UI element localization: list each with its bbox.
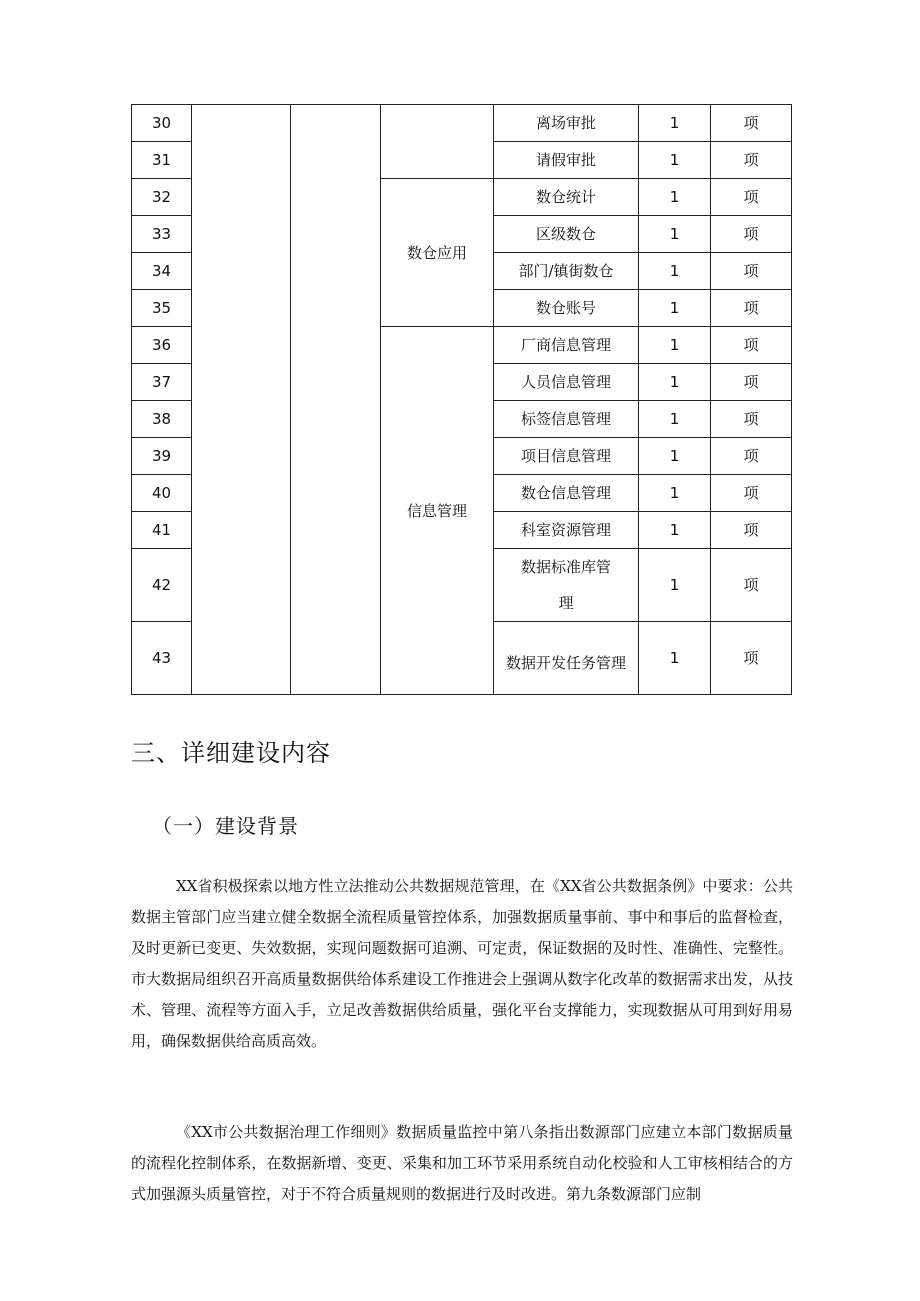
item-quantity: 1	[639, 290, 711, 327]
item-unit: 项	[711, 216, 792, 253]
item-quantity: 1	[639, 475, 711, 512]
item-unit: 项	[711, 253, 792, 290]
item-unit: 项	[711, 475, 792, 512]
subsection-heading: （一）建设背景	[152, 814, 299, 838]
row-number: 35	[132, 290, 192, 327]
item-name: 数据开发任务管理	[494, 622, 639, 695]
item-quantity: 1	[639, 253, 711, 290]
row-number: 32	[132, 179, 192, 216]
group-info-management: 信息管理	[381, 327, 494, 695]
item-name: 厂商信息管理	[494, 327, 639, 364]
row-number: 42	[132, 549, 192, 622]
row-number: 38	[132, 401, 192, 438]
item-name: 科室资源管理	[494, 512, 639, 549]
item-name: 数据标准库管理	[494, 549, 639, 622]
item-unit: 项	[711, 512, 792, 549]
item-quantity: 1	[639, 364, 711, 401]
group-warehouse-app: 数仓应用	[381, 179, 494, 327]
item-name: 人员信息管理	[494, 364, 639, 401]
item-unit: 项	[711, 105, 792, 142]
item-quantity: 1	[639, 401, 711, 438]
merged-cell-category	[192, 105, 291, 695]
item-quantity: 1	[639, 216, 711, 253]
item-quantity: 1	[639, 327, 711, 364]
item-quantity: 1	[639, 105, 711, 142]
item-unit: 项	[711, 290, 792, 327]
item-quantity: 1	[639, 549, 711, 622]
row-number: 39	[132, 438, 192, 475]
item-name: 请假审批	[494, 142, 639, 179]
item-unit: 项	[711, 438, 792, 475]
row-number: 37	[132, 364, 192, 401]
row-number: 40	[132, 475, 192, 512]
item-unit: 项	[711, 179, 792, 216]
row-number: 41	[132, 512, 192, 549]
item-unit: 项	[711, 622, 792, 695]
row-number: 36	[132, 327, 192, 364]
item-name: 数仓账号	[494, 290, 639, 327]
item-quantity: 1	[639, 512, 711, 549]
item-unit: 项	[711, 364, 792, 401]
item-unit: 项	[711, 401, 792, 438]
row-number: 30	[132, 105, 192, 142]
item-name: 离场审批	[494, 105, 639, 142]
item-name: 标签信息管理	[494, 401, 639, 438]
row-number: 43	[132, 622, 192, 695]
merged-cell-module	[291, 105, 381, 695]
paragraph-background-2: 《XX市公共数据治理工作细则》数据质量监控中第八条指出数源部门应建立本部门数据质量的流程化控制体系，在数据新增、变更、采集和加工环节采用系统自动化校验和人工审核相结合的方式加强源头质量管控，对于不符合质量规则的数据进行及时改进。第九条数源部门应制	[131, 1123, 793, 1203]
item-name: 数仓信息管理	[494, 475, 639, 512]
row-number: 31	[132, 142, 192, 179]
item-quantity: 1	[639, 142, 711, 179]
item-name: 数仓统计	[494, 179, 639, 216]
item-quantity: 1	[639, 179, 711, 216]
item-unit: 项	[711, 327, 792, 364]
item-unit: 项	[711, 549, 792, 622]
paragraph-background-1: XX省积极探索以地方性立法推动公共数据规范管理，在《XX省公共数据条例》中要求：公共数据主管部门应当建立健全数据全流程质量管控体系，加强数据质量事前、事中和事后的监督检查，及时更新已变更、失效数据，实现问题数据可追溯、可定责，保证数据的及时性、准确性、完整性。市大数据局组织召开高质量数据供给体系建设工作推进会上强调从数字化改革的数据需求出发，从技术、管理、流程等方面入手，立足改善数据供给质量，强化平台支撑能力，实现数据从可用到好用易用，确保数据供给高质高效。	[131, 877, 793, 1050]
item-name: 部门/镇街数仓	[494, 253, 639, 290]
items-table	[131, 104, 792, 695]
item-quantity: 1	[639, 622, 711, 695]
section-heading: 三、详细建设内容	[131, 739, 331, 767]
item-name: 区级数仓	[494, 216, 639, 253]
merged-cell-group-continued	[381, 105, 494, 179]
table-row	[132, 105, 792, 142]
item-quantity: 1	[639, 438, 711, 475]
row-number: 34	[132, 253, 192, 290]
item-name: 项目信息管理	[494, 438, 639, 475]
item-unit: 项	[711, 142, 792, 179]
row-number: 33	[132, 216, 192, 253]
